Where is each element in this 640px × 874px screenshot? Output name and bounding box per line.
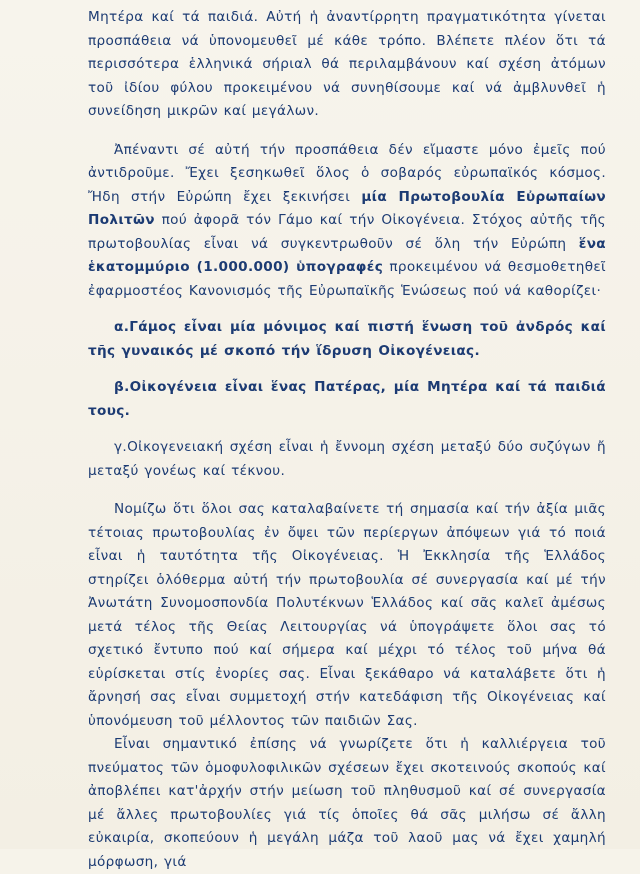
definition-family <box>88 376 606 423</box>
text-segment: Ἀπέναντι σέ αὐτή τήν προσπάθεια δέν εἴμαστε μόνο ἐμεῖς πού ἀντιδροῦμε. Ἔχει ξεσηκωθεῖ ὅλος ὁ σοβαρός εὐρωπαϊκός κόσμος. Ἤδη στήν Εὐρώπη ἔχει ξεκινήσει <box>88 141 606 205</box>
bold-initiative-name: μία Πρωτοβουλία Εὐρωπαίων Πολιτῶν <box>88 188 606 228</box>
definition-marriage <box>88 316 606 363</box>
definition-family-text: β.Οἰκογένεια εἶναι ἕνας Πατέρας, μία Μητέρα καί τά παιδιά τους. <box>88 379 606 419</box>
paragraph-dark-purposes <box>88 733 606 874</box>
definition-family-relation-text: γ.Οἰκογενειακή σχέση εἶναι ἡ ἔννομη σχέση μεταξύ δύο συζύγων ἤ μεταξύ γονέως καί τέκνου. <box>88 439 606 479</box>
paragraph-continuation <box>88 6 606 124</box>
text-segment: Εἶναι σημαντικό ἐπίσης νά γνωρίζετε ὅτι ἡ καλλιέργεια τοῦ πνεύματος τῶν ὁμοφυλοφιλικῶν σχέσεων ἔχει σκοτεινούς σκοπούς καί ἀποβλέπει κατ'ἀρχήν στήν μείωση τοῦ πληθυσμοῦ καί σέ συνεργασία μέ ἄλλες πρωτοβουλίες γιά τίς ὁποῖες θά σᾶς μιλήσω σέ ἄλλη εὐκαιρία, σκοπεύουν ἡ μεγάλη μάζα τοῦ λαοῦ μας νά ἔχει χαμηλή μόρφωση, γιά <box>88 736 606 870</box>
text-segment: Νομίζω ὅτι ὅλοι σας καταλαβαίνετε τή σημασία καί τήν ἀξία μιᾶς τέτοιας πρωτοβουλίας ἐν ὄψει τῶν περίεργων ἀπόψεων γιά τό ποιά εἶναι ἡ ταυτότητα τῆς Οἰκογένειας. Ἡ Ἐκκλησία τῆς Ἑλλάδος στηρίζει ὁλόθερμα αὐτή τήν πρωτοβουλία σέ συνεργασία καί μέ τήν Ἀνωτάτη Συνομοσπονδία Πολυτέκνων Ἑλλάδος καί σᾶς καλεῖ ἀμέσως μετά τέλος τῆς Θείας Λειτουργίας νά ὑπογράψετε ὅλοι σας τό σχετικό ἔντυπο πού καί σήμερα καί μέχρι τό τέλος τοῦ μήνα θά εὑρίσκεται στίς ἐνορίες σας. Εἶναι ξεκάθαρο νά καταλάβετε ὅτι ἡ ἄρνησή σας εἶναι συμμετοχή στήν κατεδάφιση τῆς Οἰκογένειας καί ὑπονόμευση τοῦ μέλλοντος τῶν παιδιῶν Σας. <box>88 501 606 729</box>
text-segment: πού ἀφορᾶ τόν Γάμο καί τήν Οἰκογένεια. Στόχος αὐτῆς τῆς πρωτοβουλίας εἶναι νά συγκεντρωθοῦν σέ ὅλη τήν Εὐρώπη <box>88 212 606 252</box>
text-segment: προκειμένου νά θεσμοθετηθεῖ ἐφαρμοστέος Κανονισμός τῆς Εὐρωπαϊκῆς Ἑνώσεως πού νά καθορίζει· <box>88 259 607 299</box>
definition-family-relation <box>88 436 606 483</box>
paragraph-european-initiative <box>88 139 606 304</box>
bold-signature-goal: ἕνα ἑκατομμύριο (1.000.000) ὑπογραφές <box>88 235 606 275</box>
paragraph-church-support <box>88 498 606 733</box>
definition-marriage-text: α.Γάμος εἶναι μία μόνιμος καί πιστή ἕνωση τοῦ ἀνδρός καί τῆς γυναικός μέ σκοπό τήν ἵδρυση Οἰκογένειας. <box>88 319 606 359</box>
text-segment: Μητέρα καί τά παιδιά. Αὐτή ἡ ἀναντίρρητη πραγματικότητα γίνεται προσπάθεια νά ὑπονομευθεῖ μέ κάθε τρόπο. Βλέπετε πλέον ὅτι τά περισσότερα ἑλληνικά σήριαλ θά περιλαμβάνουν καί σχέση ἀτόμων τοῦ ἰδίου φύλου προκειμένου νά συνηθίσουμε καί νά ἀμβλυνθεῖ ἡ συνείδηση μικρῶν καί μεγάλων. <box>88 9 606 119</box>
